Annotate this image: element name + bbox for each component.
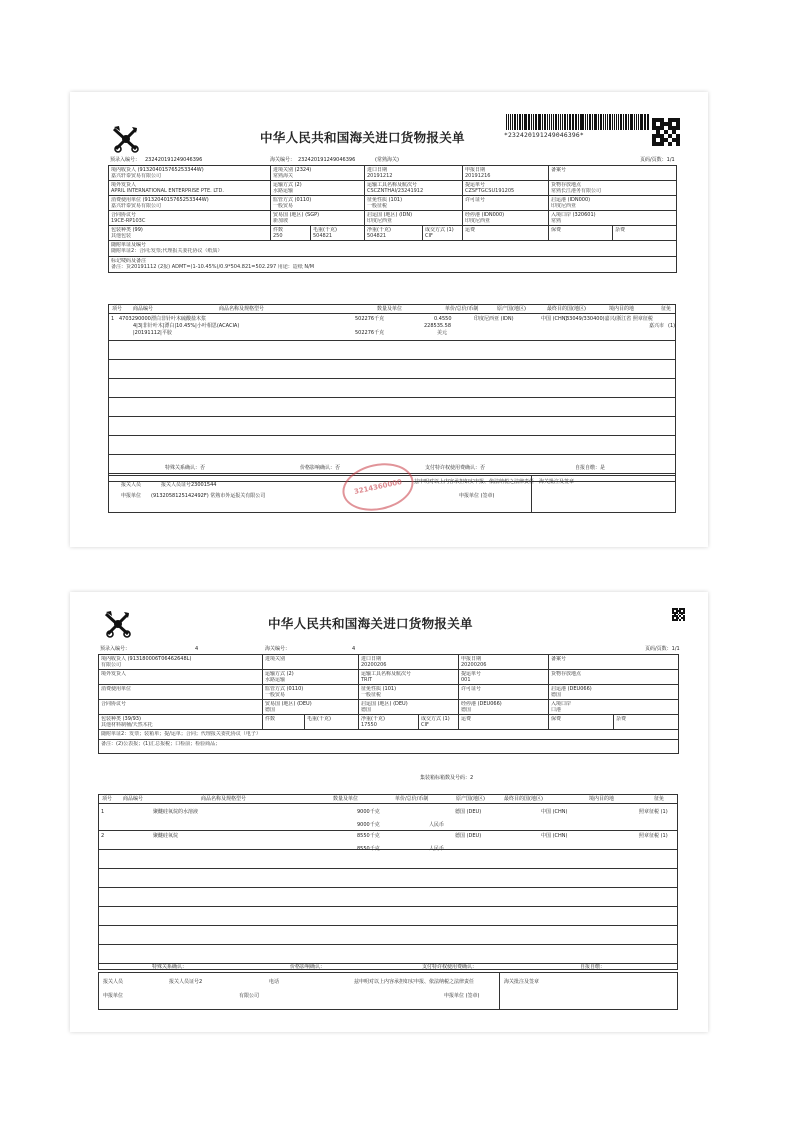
goods-header: 征免 bbox=[661, 306, 672, 312]
field-cell: 许可证号 bbox=[463, 196, 549, 211]
price-impact-confirm: 价格影响确认： bbox=[290, 964, 326, 970]
declare-unit-label: 申报单位 bbox=[103, 993, 124, 999]
goods-origin: 德国 (DEU) bbox=[455, 833, 482, 839]
field-cell: 征免性质 (101) 一般征税 bbox=[359, 685, 459, 700]
field-cell: 备案号 bbox=[549, 166, 677, 181]
pre-entry-number: 232420191249046396 bbox=[145, 157, 203, 163]
field-cell: 运费 bbox=[459, 715, 549, 730]
goods-header: 单价/总价/币制 bbox=[445, 306, 479, 312]
goods-qty: 9000千克 bbox=[357, 809, 380, 815]
goods-header: 项号 bbox=[102, 796, 113, 802]
field-cell: 监管方式 (0110) 一般贸易 bbox=[271, 196, 365, 211]
field-cell: 成交方式 (1) CIF bbox=[419, 715, 459, 730]
qr-code-icon bbox=[652, 118, 680, 146]
goods-qty: 8550千克 bbox=[357, 833, 380, 839]
field-cell: 境内收货人 (913204015765253344W) 嘉兴轩泰贸易有限公司 bbox=[109, 166, 271, 181]
goods-currency: 人民币 bbox=[429, 822, 445, 828]
goods-header: 单价/总价/币制 bbox=[395, 796, 429, 802]
goods-currency: 人民币 bbox=[429, 846, 445, 852]
field-cell: 进口日期 20191212 bbox=[365, 166, 463, 181]
goods-header: 征免 bbox=[654, 796, 665, 802]
form-title: 中华人民共和国海关进口货物报关单 bbox=[268, 616, 473, 631]
goods-header: 商品名称及规格型号 bbox=[219, 306, 265, 312]
field-cell: 启运国 (地区) (IDN) 印度尼西亚 bbox=[365, 211, 463, 226]
goods-exempt: (1) bbox=[668, 323, 676, 329]
goods-table bbox=[108, 304, 676, 482]
marks-cell: 备注：(2)公表报；(1)汇总报税；口检前；检验商品； bbox=[99, 740, 679, 754]
declare-unit-label: 申报单位 bbox=[121, 493, 142, 499]
field-cell: 境外发货人 bbox=[99, 670, 263, 685]
field-cell: 合同协议号 19CE-RP103C bbox=[109, 211, 271, 226]
field-cell: 启运港 (IDN000) 印度尼西亚 bbox=[549, 196, 677, 211]
declare-seal-label: 申报单位 (签章) bbox=[444, 993, 480, 999]
field-cell: 运输工具名称及航次号 CSCZNTHAI/23241912 bbox=[365, 181, 463, 196]
field-cell: 杂费 bbox=[614, 715, 679, 730]
customs-office: (常熟海关) bbox=[375, 157, 399, 163]
goods-header: 商品编号 bbox=[133, 306, 154, 312]
royalty-confirm: 支付特许权使用费确认：否 bbox=[425, 465, 486, 471]
goods-table bbox=[98, 794, 678, 970]
goods-destination: 中国 (CHN) bbox=[541, 833, 568, 839]
declare-unit: 有限公司 bbox=[239, 993, 260, 999]
field-cell: 运输方式 (2) 水路运输 bbox=[263, 670, 359, 685]
marks-cell: 标记唛码及备注 备注：货20191112 (2报) ADMT=(1-10.45%)/0.9*504.821=502.297 用途：造纸 N/M bbox=[109, 257, 677, 273]
goods-qty-2: 8550千克 bbox=[357, 846, 380, 852]
field-cell: 货物存放地点 bbox=[549, 670, 679, 685]
goods-header: 商品编号 bbox=[123, 796, 144, 802]
field-cell: 消费使用单位 (913204015765253344W) 嘉兴轩泰贸易有限公司 bbox=[109, 196, 271, 211]
goods-header: 最终目的国(地区) bbox=[504, 796, 543, 802]
goods-header: 最终目的国(地区) bbox=[547, 306, 586, 312]
goods-header: 原产国(地区) bbox=[497, 306, 526, 312]
form-title: 中华人民共和国海关进口货物报关单 bbox=[260, 130, 465, 145]
goods-qty-2: 9000千克 bbox=[357, 822, 380, 828]
field-cell: 运输方式 (2) 水路运输 bbox=[271, 181, 365, 196]
package-fields-table bbox=[98, 714, 679, 754]
goods-spec-2: |20191112|平胶 bbox=[133, 330, 172, 336]
field-cell: 件数 250 bbox=[271, 226, 311, 241]
goods-name: 漂白非针叶木硫酸盐木浆 bbox=[151, 316, 207, 322]
goods-header: 数量及单位 bbox=[333, 796, 359, 802]
field-cell: 货物存放地点 常熟长江港务有限公司 bbox=[549, 181, 677, 196]
goods-code: 4703290000 bbox=[119, 316, 151, 322]
field-cell: 启运港 (DEU066) 德国 bbox=[549, 685, 679, 700]
field-cell: 包装种类 (39/93) 其他材料制桶/天然木托 bbox=[99, 715, 263, 730]
special-relation-confirm: 特殊关系确认： bbox=[152, 964, 188, 970]
field-cell: 提运单号 001 bbox=[459, 670, 549, 685]
field-cell: 境内收货人 (913180006T06462648L) 有限公司 bbox=[99, 655, 263, 670]
package-fields-table bbox=[108, 225, 677, 273]
goods-unit-price: 0.4550 bbox=[434, 316, 452, 322]
goods-exempt: 照章征税 (1) bbox=[639, 833, 668, 839]
goods-destination: 中国 (CHN) bbox=[541, 316, 568, 322]
documents-cell: 随附单证2：发票；装箱单；提/运单；合同；代理报关委托协议（电子） bbox=[99, 730, 679, 740]
self-declare-confirm: 自报自缴： bbox=[580, 964, 606, 970]
field-cell: 经停港 (IDN000) 印度尼西亚 bbox=[463, 211, 549, 226]
documents-cell: 随附单证及编号 随附单证2：合同;发票;代理报关委托协议（纸质） bbox=[109, 241, 677, 257]
qr-code-icon bbox=[672, 608, 685, 621]
declarant-label: 报关人员 bbox=[103, 979, 124, 985]
field-cell: 进境关别 (2324) 常熟海关 bbox=[271, 166, 365, 181]
field-cell: 经停港 (DEU066) 德国 bbox=[459, 700, 549, 715]
field-cell: 净重(千克) 17550 bbox=[359, 715, 419, 730]
field-cell: 消费使用单位 bbox=[99, 685, 263, 700]
field-cell: 备案号 bbox=[549, 655, 679, 670]
header-fields-table bbox=[108, 165, 677, 226]
goods-header: 数量及单位 bbox=[377, 306, 403, 312]
field-cell: 毛重(千克) bbox=[305, 715, 359, 730]
special-relation-confirm: 特殊关系确认：否 bbox=[165, 465, 206, 471]
goods-item-no: 1 bbox=[101, 809, 105, 815]
customs-emblem-icon bbox=[102, 608, 134, 640]
goods-origin: 德国 (DEU) bbox=[455, 809, 482, 815]
page-count: 页码/页数：1/1 bbox=[645, 646, 680, 652]
field-cell: 监管方式 (0110) 一般贸易 bbox=[263, 685, 359, 700]
goods-qty: 502276千克 bbox=[355, 316, 385, 322]
field-cell: 入境口岸 (320601) 常熟 bbox=[549, 211, 677, 226]
goods-total-price: 228535.58 bbox=[424, 323, 452, 329]
declare-seal-label: 申报单位 (签章) bbox=[459, 493, 495, 499]
goods-spec: 4|3|非针叶木|漂白|10.45%|小叶相思(ACACIA) bbox=[133, 323, 240, 329]
goods-name: 聚醚硅氧烷的水溶液 bbox=[153, 809, 199, 815]
customs-number-label: 海关编号： bbox=[270, 157, 296, 163]
field-cell: 合同协议号 bbox=[99, 700, 263, 715]
page-count: 页码/页数：1/1 bbox=[640, 157, 675, 163]
field-cell: 保费 bbox=[549, 226, 613, 241]
goods-item-no: 2 bbox=[101, 833, 105, 839]
field-cell: 进境关别 bbox=[263, 655, 359, 670]
field-cell: 进口日期 20200206 bbox=[359, 655, 459, 670]
goods-exempt: 照章征税 (1) bbox=[639, 809, 668, 815]
field-cell: 提运单号 CZSFTGCSU191205 bbox=[463, 181, 549, 196]
goods-header: 境内目的地 bbox=[609, 306, 635, 312]
customs-number-label: 海关编号： bbox=[265, 646, 291, 652]
phone-label: 电话 bbox=[269, 979, 280, 985]
field-cell: 许可证号 bbox=[459, 685, 549, 700]
declare-unit: (9132058125142492F) 常熟市外运报关有限公司 bbox=[151, 493, 266, 499]
customs-number: 232420191249046396 bbox=[298, 157, 356, 163]
royalty-confirm: 支付特许权使用费确认： bbox=[422, 964, 478, 970]
goods-destination: 中国 (CHN) bbox=[541, 809, 568, 815]
company-seal: 3214360000 bbox=[338, 457, 418, 517]
field-cell: 入境口岸 口港 bbox=[549, 700, 679, 715]
declaration-sheet-1 bbox=[70, 92, 708, 547]
barcode-number: *232420191249046396* bbox=[504, 132, 584, 139]
field-cell: 件数 bbox=[263, 715, 305, 730]
goods-qty-2: 502276千克 bbox=[355, 330, 385, 336]
field-cell: 毛重(千克) 504821 bbox=[311, 226, 365, 241]
field-cell: 运费 bbox=[463, 226, 549, 241]
statement: 兹申明对以上内容承担如实申报、依法纳税之法律责任 bbox=[414, 479, 535, 485]
field-cell: 成交方式 (1) CIF bbox=[423, 226, 463, 241]
field-cell: 启运国 (地区) (DEU) 德国 bbox=[359, 700, 459, 715]
goods-domestic-dest: (33049/330400)嘉兴/浙江省 照章征税 bbox=[564, 316, 653, 322]
goods-currency: 美元 bbox=[437, 330, 448, 336]
barcode-icon bbox=[506, 114, 650, 130]
goods-domestic-dest-2: 嘉兴市 bbox=[649, 323, 665, 329]
field-cell: 境外发货人 APRIL INTERNATIONAL ENTERPRISE PTE. LTD. bbox=[109, 181, 271, 196]
statement: 兹申明对以上内容承担如实申报、依法纳税之法律责任 bbox=[354, 979, 475, 985]
declaration-sheet-2 bbox=[70, 592, 708, 1032]
customs-emblem-icon bbox=[110, 123, 142, 155]
field-cell: 贸易国 (地区) (DEU) 德国 bbox=[263, 700, 359, 715]
field-cell: 征免性质 (101) 一般征税 bbox=[365, 196, 463, 211]
goods-header: 原产国(地区) bbox=[456, 796, 485, 802]
customs-note-label: 海关批注及签章 bbox=[539, 479, 575, 485]
field-cell: 保费 bbox=[549, 715, 614, 730]
header-fields-table bbox=[98, 654, 679, 715]
pre-entry-label: 预录入编号： bbox=[110, 157, 141, 163]
signature-area bbox=[98, 972, 678, 1010]
field-cell: 包装种类 (99) 其他包装 bbox=[109, 226, 271, 241]
container-info: 集装箱标箱数及号码：2 bbox=[420, 775, 474, 781]
field-cell: 申报日期 20191216 bbox=[463, 166, 549, 181]
goods-origin: 印度尼西亚 (IDN) bbox=[474, 316, 514, 322]
field-cell: 申报日期 20200206 bbox=[459, 655, 549, 670]
goods-name: 聚醚硅氧烷 bbox=[153, 833, 179, 839]
pre-entry-label: 预录入编号： bbox=[100, 646, 131, 652]
pre-entry-number: 4 bbox=[195, 646, 199, 652]
customs-number: 4 bbox=[352, 646, 356, 652]
goods-header: 商品名称及规格型号 bbox=[201, 796, 247, 802]
declarant-label: 报关人员 bbox=[121, 482, 142, 488]
declarant-cert: 报关人员证号23001544 bbox=[161, 482, 217, 488]
goods-header: 项号 bbox=[112, 306, 123, 312]
goods-item-no: 1 bbox=[111, 316, 115, 322]
price-impact-confirm: 价格影响确认：否 bbox=[300, 465, 341, 471]
declarant-cert: 报关人员证号2 bbox=[169, 979, 203, 985]
field-cell: 杂费 bbox=[613, 226, 677, 241]
field-cell: 运输工具名称及航次号 TRIT bbox=[359, 670, 459, 685]
goods-header: 境内目的地 bbox=[589, 796, 615, 802]
customs-note-label: 海关批注及签章 bbox=[504, 979, 540, 985]
field-cell: 净重(千克) 504821 bbox=[365, 226, 423, 241]
self-declare-confirm: 自报自缴：是 bbox=[575, 465, 606, 471]
field-cell: 贸易国 (地区) (SGP) 新加坡 bbox=[271, 211, 365, 226]
